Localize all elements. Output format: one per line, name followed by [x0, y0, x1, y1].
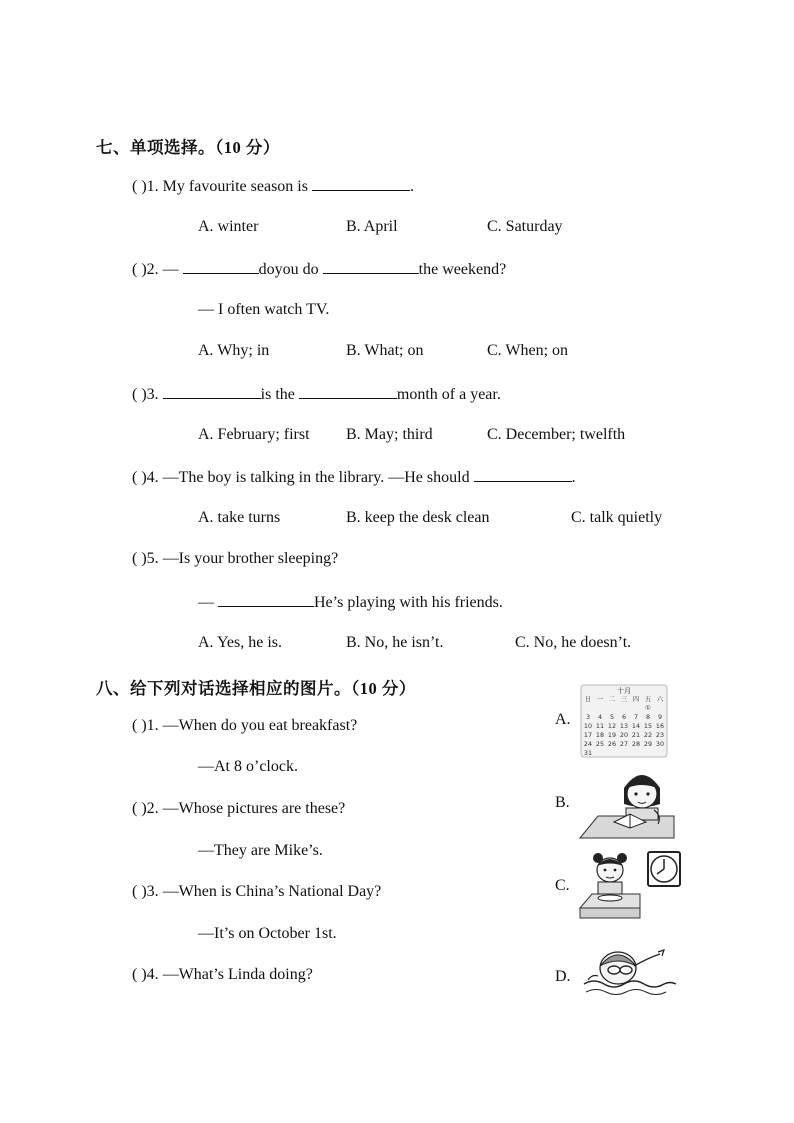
girl-reading-graphic: [578, 766, 676, 840]
reply-dash: —: [198, 594, 218, 611]
option-b: B. keep the desk clean: [346, 509, 490, 526]
question-7-5: [132, 550, 338, 568]
calendar-weekday: 三: [620, 695, 628, 703]
answer-blank[interactable]: [323, 259, 419, 274]
option-c: C. When; on: [487, 342, 569, 359]
calendar-day: 7: [633, 713, 639, 721]
swimmer-icon: [580, 944, 678, 1004]
question-text: 4. —What’s Linda doing?: [146, 966, 313, 983]
calendar-day: 17: [583, 731, 593, 739]
girl-eating-clock-icon: [578, 850, 684, 922]
calendar-day: 11: [595, 722, 605, 730]
question-text: 5. —Is your brother sleeping?: [146, 550, 339, 567]
calendar-weekday: 四: [632, 695, 640, 703]
calendar-day: 29: [643, 740, 653, 748]
reply-text: —They are Mike’s.: [198, 842, 323, 859]
picture-label-d: D.: [555, 968, 571, 985]
question-text: 4. —The boy is talking in the library. —He should: [146, 469, 474, 486]
section-8-title: 八、给下列对话选择相应的图片。（10 分）: [96, 679, 416, 698]
calendar-day: 26: [607, 740, 617, 748]
girl-reading-icon: [578, 766, 676, 840]
question-text: 2. —Whose pictures are these?: [146, 800, 346, 817]
calendar-day: 21: [631, 731, 641, 739]
calendar-weekday: 六: [656, 695, 664, 703]
answer-paren[interactable]: ( ): [132, 550, 147, 567]
calendar-weekday: 五: [644, 695, 652, 703]
answer-blank[interactable]: [312, 176, 410, 191]
calendar-graphic: [580, 684, 668, 758]
question-text-end: month of a year.: [396, 386, 501, 403]
calendar-day: 12: [607, 722, 617, 730]
calendar-day: 31: [583, 749, 593, 757]
option-c: C. talk quietly: [571, 509, 663, 526]
question-text: 1. —When do you eat breakfast?: [146, 717, 358, 734]
answer-paren[interactable]: ( ): [132, 178, 147, 195]
calendar-day: 14: [631, 722, 641, 730]
calendar-day: 15: [643, 722, 653, 730]
picture-label-a: A.: [555, 711, 571, 728]
option-c: C. No, he doesn’t.: [515, 634, 632, 651]
answer-blank[interactable]: [218, 592, 314, 607]
reply-line: [198, 592, 503, 612]
question-7-3: [132, 384, 501, 404]
option-c: C. Saturday: [487, 218, 563, 235]
answer-paren[interactable]: ( ): [132, 469, 147, 486]
question-text: 2. —: [146, 261, 183, 278]
calendar-day: 10: [583, 722, 593, 730]
question-text-end: the weekend?: [418, 261, 507, 278]
calendar-day: 3: [585, 713, 591, 721]
reply-text: —At 8 o’clock.: [198, 758, 298, 775]
calendar-day: 16: [655, 722, 665, 730]
calendar-day: 6: [621, 713, 627, 721]
calendar-day: 5: [609, 713, 615, 721]
question-text-mid: doyou do: [258, 261, 323, 278]
calendar-day: 20: [619, 731, 629, 739]
question-8-3: [132, 883, 381, 901]
question-8-4: [132, 966, 313, 984]
calendar-day: 18: [595, 731, 605, 739]
answer-paren[interactable]: ( ): [132, 883, 147, 900]
reply-text: —It’s on October 1st.: [198, 925, 337, 942]
calendar-day: 28: [631, 740, 641, 748]
option-b: B. April: [346, 218, 398, 235]
answer-paren[interactable]: ( ): [132, 261, 147, 278]
question-text-end: .: [571, 469, 576, 486]
calendar-day: 8: [645, 713, 651, 721]
calendar-weekday: 二: [608, 695, 616, 703]
swimmer-graphic: [580, 944, 678, 1004]
calendar-day: 4: [597, 713, 603, 721]
picture-label-b: B.: [555, 794, 570, 811]
option-b: B. May; third: [346, 426, 433, 443]
answer-blank[interactable]: [183, 259, 259, 274]
question-text: 3.: [146, 386, 163, 403]
answer-blank[interactable]: [299, 384, 397, 399]
question-text-end: .: [409, 178, 414, 195]
question-8-2: [132, 800, 345, 818]
option-c: C. December; twelfth: [487, 426, 626, 443]
option-b: B. What; on: [346, 342, 424, 359]
answer-paren[interactable]: ( ): [132, 386, 147, 403]
option-a: A. February; first: [198, 426, 310, 443]
option-b: B. No, he isn’t.: [346, 634, 444, 651]
calendar-weekday: 日: [584, 695, 592, 703]
calendar-day: 30: [655, 740, 665, 748]
picture-label-c: C.: [555, 877, 570, 894]
question-text: 1. My favourite season is: [146, 178, 312, 195]
answer-blank[interactable]: [163, 384, 261, 399]
calendar-weekday: 一: [596, 695, 604, 703]
answer-paren[interactable]: ( ): [132, 800, 147, 817]
answer-paren[interactable]: ( ): [132, 717, 147, 734]
calendar-day: 19: [607, 731, 617, 739]
girl-eating-graphic: [578, 850, 684, 922]
calendar-day: 23: [655, 731, 665, 739]
question-7-1: [132, 176, 414, 196]
reply-text: He’s playing with his friends.: [314, 594, 503, 611]
option-a: A. winter: [198, 218, 259, 235]
answer-paren[interactable]: ( ): [132, 966, 147, 983]
reply-text: — I often watch TV.: [198, 301, 330, 318]
calendar-month: 十月: [617, 687, 631, 695]
option-a: A. take turns: [198, 509, 281, 526]
question-text-mid: is the: [260, 386, 299, 403]
question-7-4: [132, 467, 576, 487]
question-8-1: [132, 717, 357, 735]
calendar-day: 22: [643, 731, 653, 739]
question-7-2: [132, 259, 506, 279]
section-7-title: 七、单项选择。（10 分）: [96, 138, 280, 157]
calendar-day: 25: [595, 740, 605, 748]
calendar-day: 24: [583, 740, 593, 748]
answer-blank[interactable]: [474, 467, 572, 482]
calendar-day: 9: [657, 713, 663, 721]
calendar-day: 13: [619, 722, 629, 730]
option-a: A. Why; in: [198, 342, 270, 359]
calendar-day: ①: [645, 704, 651, 712]
calendar-october-icon: [580, 684, 668, 758]
question-text: 3. —When is China’s National Day?: [146, 883, 382, 900]
calendar-day: 27: [619, 740, 629, 748]
option-a: A. Yes, he is.: [198, 634, 283, 651]
